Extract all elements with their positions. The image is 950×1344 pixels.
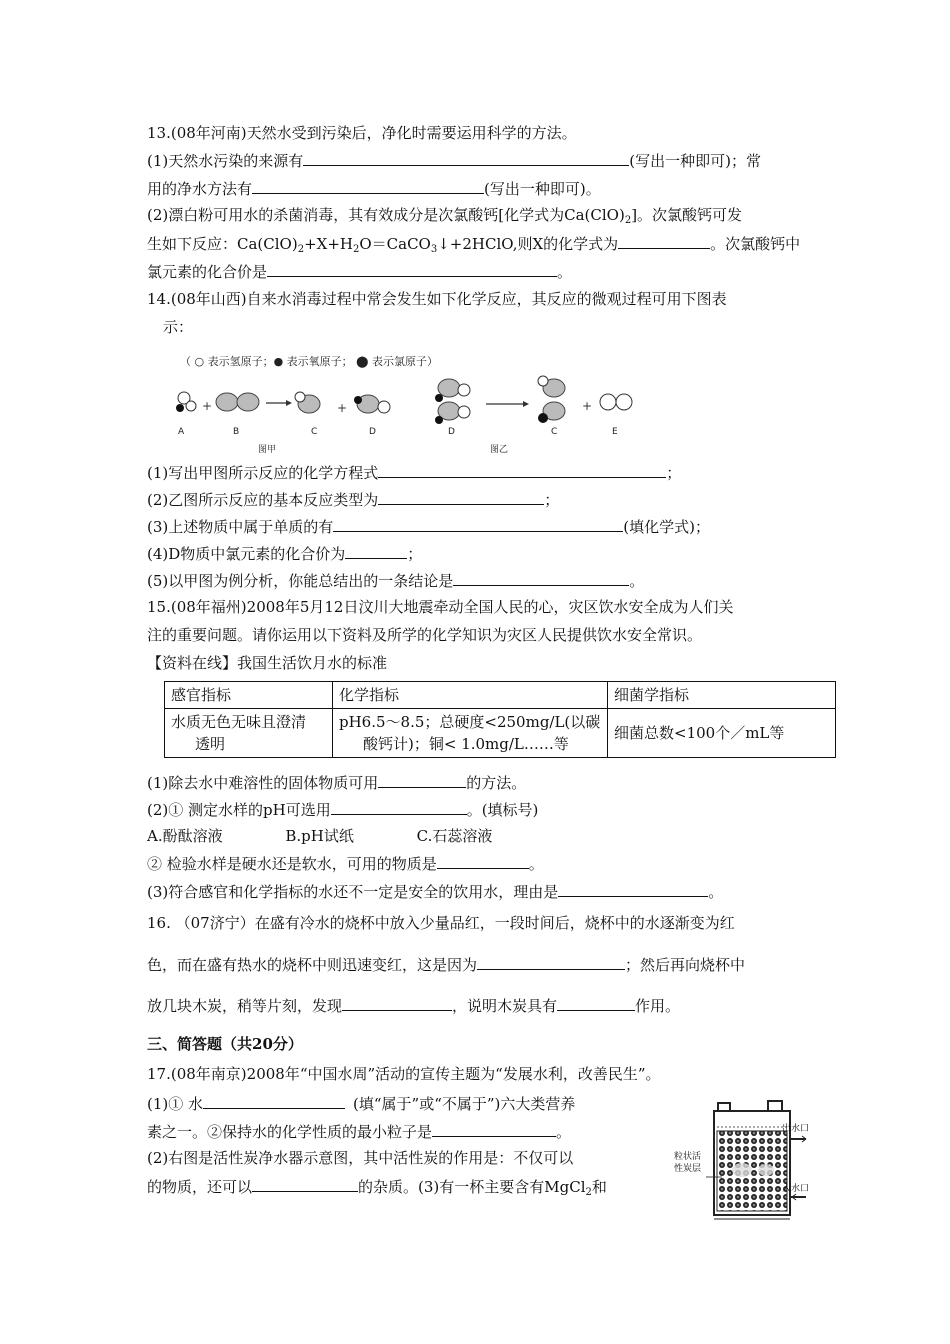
- inlet-label: 入水口: [782, 1184, 810, 1194]
- q15-options: [147, 826, 492, 846]
- q14-sub3: (3)上述物质中属于单质的有 (填化学式)；: [147, 518, 710, 536]
- answer-blank[interactable]: [477, 954, 625, 970]
- option-b: B.pH试纸: [285, 827, 354, 845]
- table-cell: pH6.5～8.5；总硬度<250mg/L(以碳 酸钙计)；铜< 1.0mg/L……等: [333, 709, 608, 758]
- q17-line2: 素之一。②保持水的化学性质的最小粒子是 。: [147, 1123, 572, 1141]
- answer-blank[interactable]: [437, 853, 529, 869]
- section-heading: 三、简答题（共20分）: [147, 1035, 303, 1053]
- table-header-cell: 化学指标: [333, 682, 608, 709]
- option-c: C.石蕊溶液: [416, 827, 493, 845]
- table-header-cell: 感官指标: [165, 682, 333, 709]
- molecule-a-icon: [176, 392, 196, 412]
- answer-blank[interactable]: [378, 772, 466, 788]
- molecule-e-icon: [600, 394, 632, 410]
- q15-sub3: (3)符合感官和化学指标的水还不一定是安全的饮用水，理由是 。: [147, 883, 724, 901]
- q13-title: 13.(08年河南)天然水受到污染后，净化时需要运用科学的方法。: [147, 124, 577, 142]
- table-header-cell: 细菌学指标: [608, 682, 836, 709]
- q15-sub2: (2)① 测定水样的pH可选用 。(填标号): [147, 801, 539, 819]
- water-purifier-figure: [670, 1097, 820, 1227]
- q14-sub2: (2)乙图所示反应的基本反应类型为 ；: [147, 491, 560, 509]
- table-cell: 细菌总数<100个／mL等: [608, 709, 836, 758]
- q17-title: 17.(08年南京)2008年“中国水周”活动的宣传主题为“发展水利，改善民生”。: [147, 1065, 661, 1083]
- molecule-d-icon: [354, 395, 390, 413]
- q13-part2-line2: 生如下反应：$Ca(ClO)_2+X+H_2O=CaCO_3↓+2HClO$,则X的化学式为 。次氯酸钙中: [147, 235, 801, 255]
- carbon-layer-label-1: 粒状活: [674, 1152, 702, 1162]
- answer-blank[interactable]: [618, 233, 710, 249]
- diagram-legend: （ ○ 表示氢原子；● 表示氧原子； ⬤ 表示氯原子）: [180, 355, 438, 368]
- option-a: A.酚酞溶液: [147, 827, 223, 845]
- molecule-b-icon: [216, 393, 259, 411]
- answer-blank[interactable]: [267, 261, 557, 277]
- q16-line1: 16. （07济宁）在盛有冷水的烧杯中放入少量品红，一段时间后，烧杯中的水逐渐变为红: [147, 914, 735, 932]
- caption-yi: 图乙: [490, 445, 509, 455]
- q14-sub5: (5)以甲图为例分析，你能总结出的一条结论是 。: [147, 572, 645, 590]
- molecule-c-icon: [295, 392, 320, 413]
- svg-text:+: +: [337, 401, 348, 415]
- table-header-row: [165, 682, 836, 709]
- q15-sub2b: ② 检验水样是硬水还是软水，可用的物质是 。: [147, 855, 544, 873]
- answer-blank[interactable]: [203, 1093, 345, 1109]
- reaction-diagram: [168, 348, 648, 460]
- answer-blank[interactable]: [252, 178, 484, 194]
- answer-blank[interactable]: [453, 570, 629, 586]
- q13-part1-line2: 用的净水方法有 (写出一种即可)。: [147, 180, 601, 198]
- q14-sub4: (4)D物质中氯元素的化合价为 ；: [147, 545, 423, 563]
- answer-blank[interactable]: [558, 881, 708, 897]
- q15-title: 15.(08年福州)2008年5月12日汶川大地震牵动全国人民的心，灾区饮水安全成为人们关: [147, 598, 734, 616]
- table-row: [165, 709, 836, 758]
- answer-blank[interactable]: [252, 1176, 358, 1192]
- carbon-layer-label-2: 性炭层: [674, 1164, 702, 1174]
- answer-blank[interactable]: [432, 1121, 556, 1137]
- label-b: B: [233, 427, 240, 437]
- q17-line4: 的物质，还可以 的杂质。(3)有一杯主要含有MgCl$_2$和: [147, 1178, 607, 1198]
- q13-part2-line1: (2)漂白粉可用水的杀菌消毒，其有效成分是次氯酸钙[化学式为$Ca(ClO)_2$]。次氯酸钙可发: [147, 206, 743, 226]
- label-c: C: [311, 427, 318, 437]
- caption-jia: 图甲: [258, 445, 277, 455]
- answer-blank[interactable]: [378, 489, 544, 505]
- label-a: A: [178, 427, 185, 437]
- q14-sub1: (1)写出甲图所示反应的化学方程式 ；: [147, 464, 682, 482]
- q15-title-cont: 注的重要问题。请你运用以下资料及所学的化学知识为灾区人民提供饮水安全常识。: [147, 626, 703, 644]
- q13-part2-line3: 氯元素的化合价是 。: [147, 263, 573, 281]
- answer-blank[interactable]: [342, 995, 452, 1011]
- label-d2: D: [448, 427, 455, 437]
- svg-text:+: +: [202, 399, 213, 413]
- q16-line3: 放几块木炭，稍等片刻，发现 ，说明木炭具有 作用。: [147, 997, 681, 1015]
- q13-part1-line1: (1)天然水污染的来源有 (写出一种即可)；常: [147, 152, 761, 170]
- answer-blank[interactable]: [557, 995, 635, 1011]
- label-e: E: [612, 427, 618, 437]
- q17-line1: (1)① 水 (填“属于”或“不属于”)六大类营养: [147, 1095, 576, 1113]
- outlet-label: 出水口: [782, 1124, 810, 1134]
- label-c2: C: [551, 427, 558, 437]
- label-d: D: [369, 427, 376, 437]
- q17-line3: (2)右图是活性炭净水器示意图，其中活性炭的作用是：不仅可以: [147, 1149, 574, 1167]
- answer-blank[interactable]: [345, 543, 407, 559]
- answer-blank[interactable]: [331, 799, 467, 815]
- q15-sub1: (1)除去水中难溶性的固体物质可用 的方法。: [147, 774, 527, 792]
- q14-title: 14.(08年山西)自来水消毒过程中常会发生如下化学反应，其反应的微观过程可用下图表: [147, 290, 727, 308]
- svg-text:+: +: [582, 399, 593, 413]
- answer-blank[interactable]: [303, 150, 629, 166]
- q14-title-cont: 示：: [163, 318, 194, 336]
- answer-blank[interactable]: [378, 462, 666, 478]
- q16-line2: 色，而在盛有热水的烧杯中则迅速变红，这是因为 ；然后再向烧杯中: [147, 956, 746, 974]
- water-standard-table: [164, 681, 836, 758]
- table-cell: 水质无色无味且澄清 透明: [165, 709, 333, 758]
- q15-info-heading: 【资料在线】我国生活饮月水的标准: [147, 654, 388, 672]
- molecule-d-pair-icon: [435, 379, 470, 424]
- molecule-c-pair-icon: [538, 376, 565, 423]
- answer-blank[interactable]: [333, 516, 623, 532]
